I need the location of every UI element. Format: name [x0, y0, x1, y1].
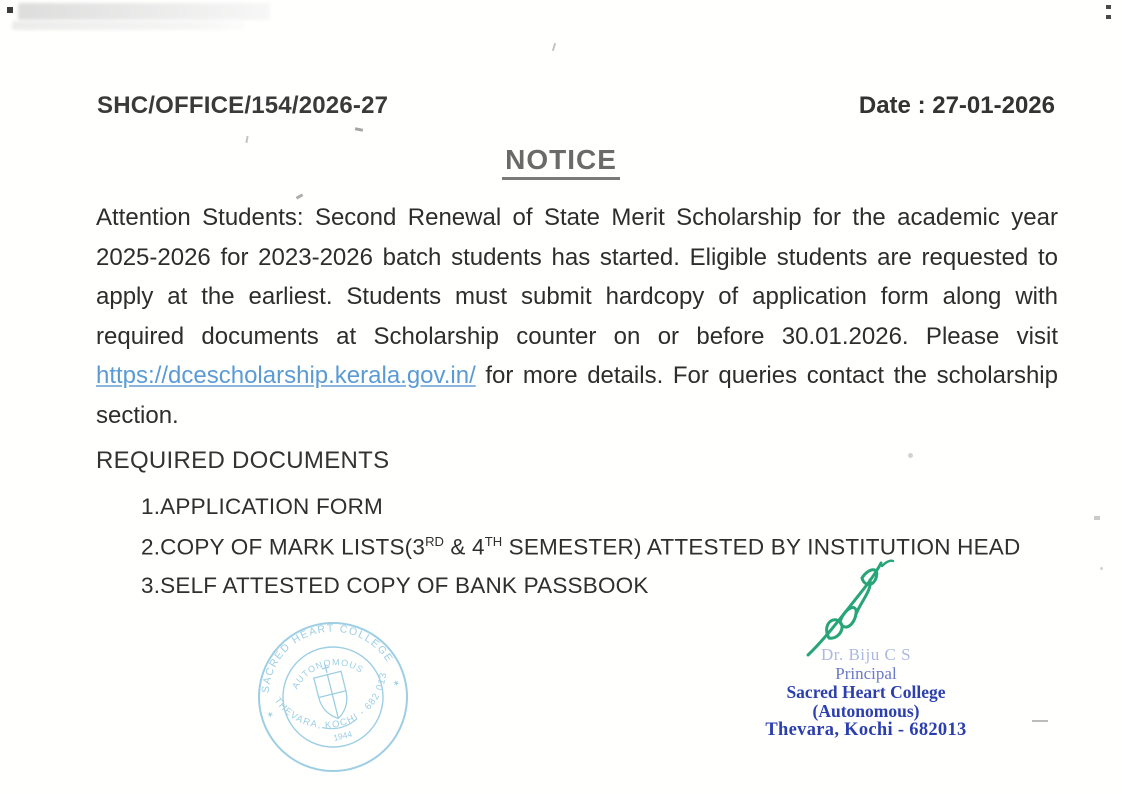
scan-speck	[552, 43, 556, 51]
list-item	[141, 494, 1020, 534]
stamp-principal-name: Dr. Biju C S	[820, 645, 912, 664]
principal-stamp	[733, 645, 999, 740]
seal-top-text: SACRED HEART COLLEGE	[259, 622, 396, 694]
scan-colon-mark	[1106, 5, 1111, 9]
list-item-number: 1.	[141, 494, 161, 519]
reference-number: SHC/OFFICE/154/2026-27	[97, 92, 389, 119]
seal-autonomous-text: AUTONOMOUS	[289, 657, 366, 691]
stamp-designation: Principal	[835, 664, 897, 683]
body-text-after-link: for more details. For queries contact the scholarship section.	[96, 362, 1058, 429]
scholarship-portal-link[interactable]: https://dcescholarship.kerala.gov.in/	[96, 362, 476, 389]
scan-speck	[908, 453, 913, 458]
superscript-ordinal: RD	[425, 533, 444, 549]
list-item-number: 2.	[141, 534, 161, 559]
stamp-location: Thevara, Kochi - 682013	[765, 720, 967, 740]
scan-speck	[245, 136, 248, 143]
redaction-smudge-secondary	[12, 21, 244, 30]
list-item-text: SELF ATTESTED COPY OF BANK PASSBOOK	[160, 573, 649, 598]
notice-date: Date : 27-01-2026	[858, 92, 1055, 119]
scan-colon-mark	[1106, 15, 1111, 19]
superscript-ordinal: TH	[484, 533, 503, 549]
list-item-text: & 4	[443, 534, 485, 559]
redaction-smudge	[18, 3, 270, 20]
seal-star-right: ✶	[391, 677, 402, 690]
scan-speck	[1032, 720, 1048, 722]
seal-star-left: ✶	[265, 708, 276, 721]
stamp-institution: Sacred Heart College (Autonomous)	[786, 682, 946, 721]
seal-bottom-text: THEVARA, KOCHI - 682 013	[271, 671, 390, 732]
list-item-number: 3.	[141, 573, 161, 598]
seal-year: 1944	[332, 728, 354, 743]
list-item-text: SEMESTER) ATTESTED BY INSTITUTION HEAD	[502, 534, 1021, 559]
list-item-text: COPY OF MARK LISTS(3	[160, 534, 426, 559]
notice-title: NOTICE	[502, 144, 620, 180]
list-item-text: APPLICATION FORM	[160, 494, 383, 519]
body-text-before-link: Attention Students: Second Renewal of State Merit Scholarship for the academic year 2025-2026 for 2023-2026 batch students has started. Eligible students are requested to apply at the earliest. Students must submit hardcopy of application form along with required documents at Scholarship counter on or before 30.01.2026. Please visit	[96, 204, 1058, 350]
notice-body	[96, 198, 1058, 435]
scan-speck	[1100, 567, 1103, 570]
scan-speck	[355, 127, 363, 132]
scan-corner-dot	[7, 7, 13, 13]
college-seal-stamp	[248, 612, 418, 782]
scan-speck	[1094, 516, 1100, 520]
title-container	[0, 144, 1122, 180]
svg-text:SACRED HEART COLLEGE	[248, 612, 397, 696]
required-documents-heading: REQUIRED DOCUMENTS	[96, 447, 390, 474]
